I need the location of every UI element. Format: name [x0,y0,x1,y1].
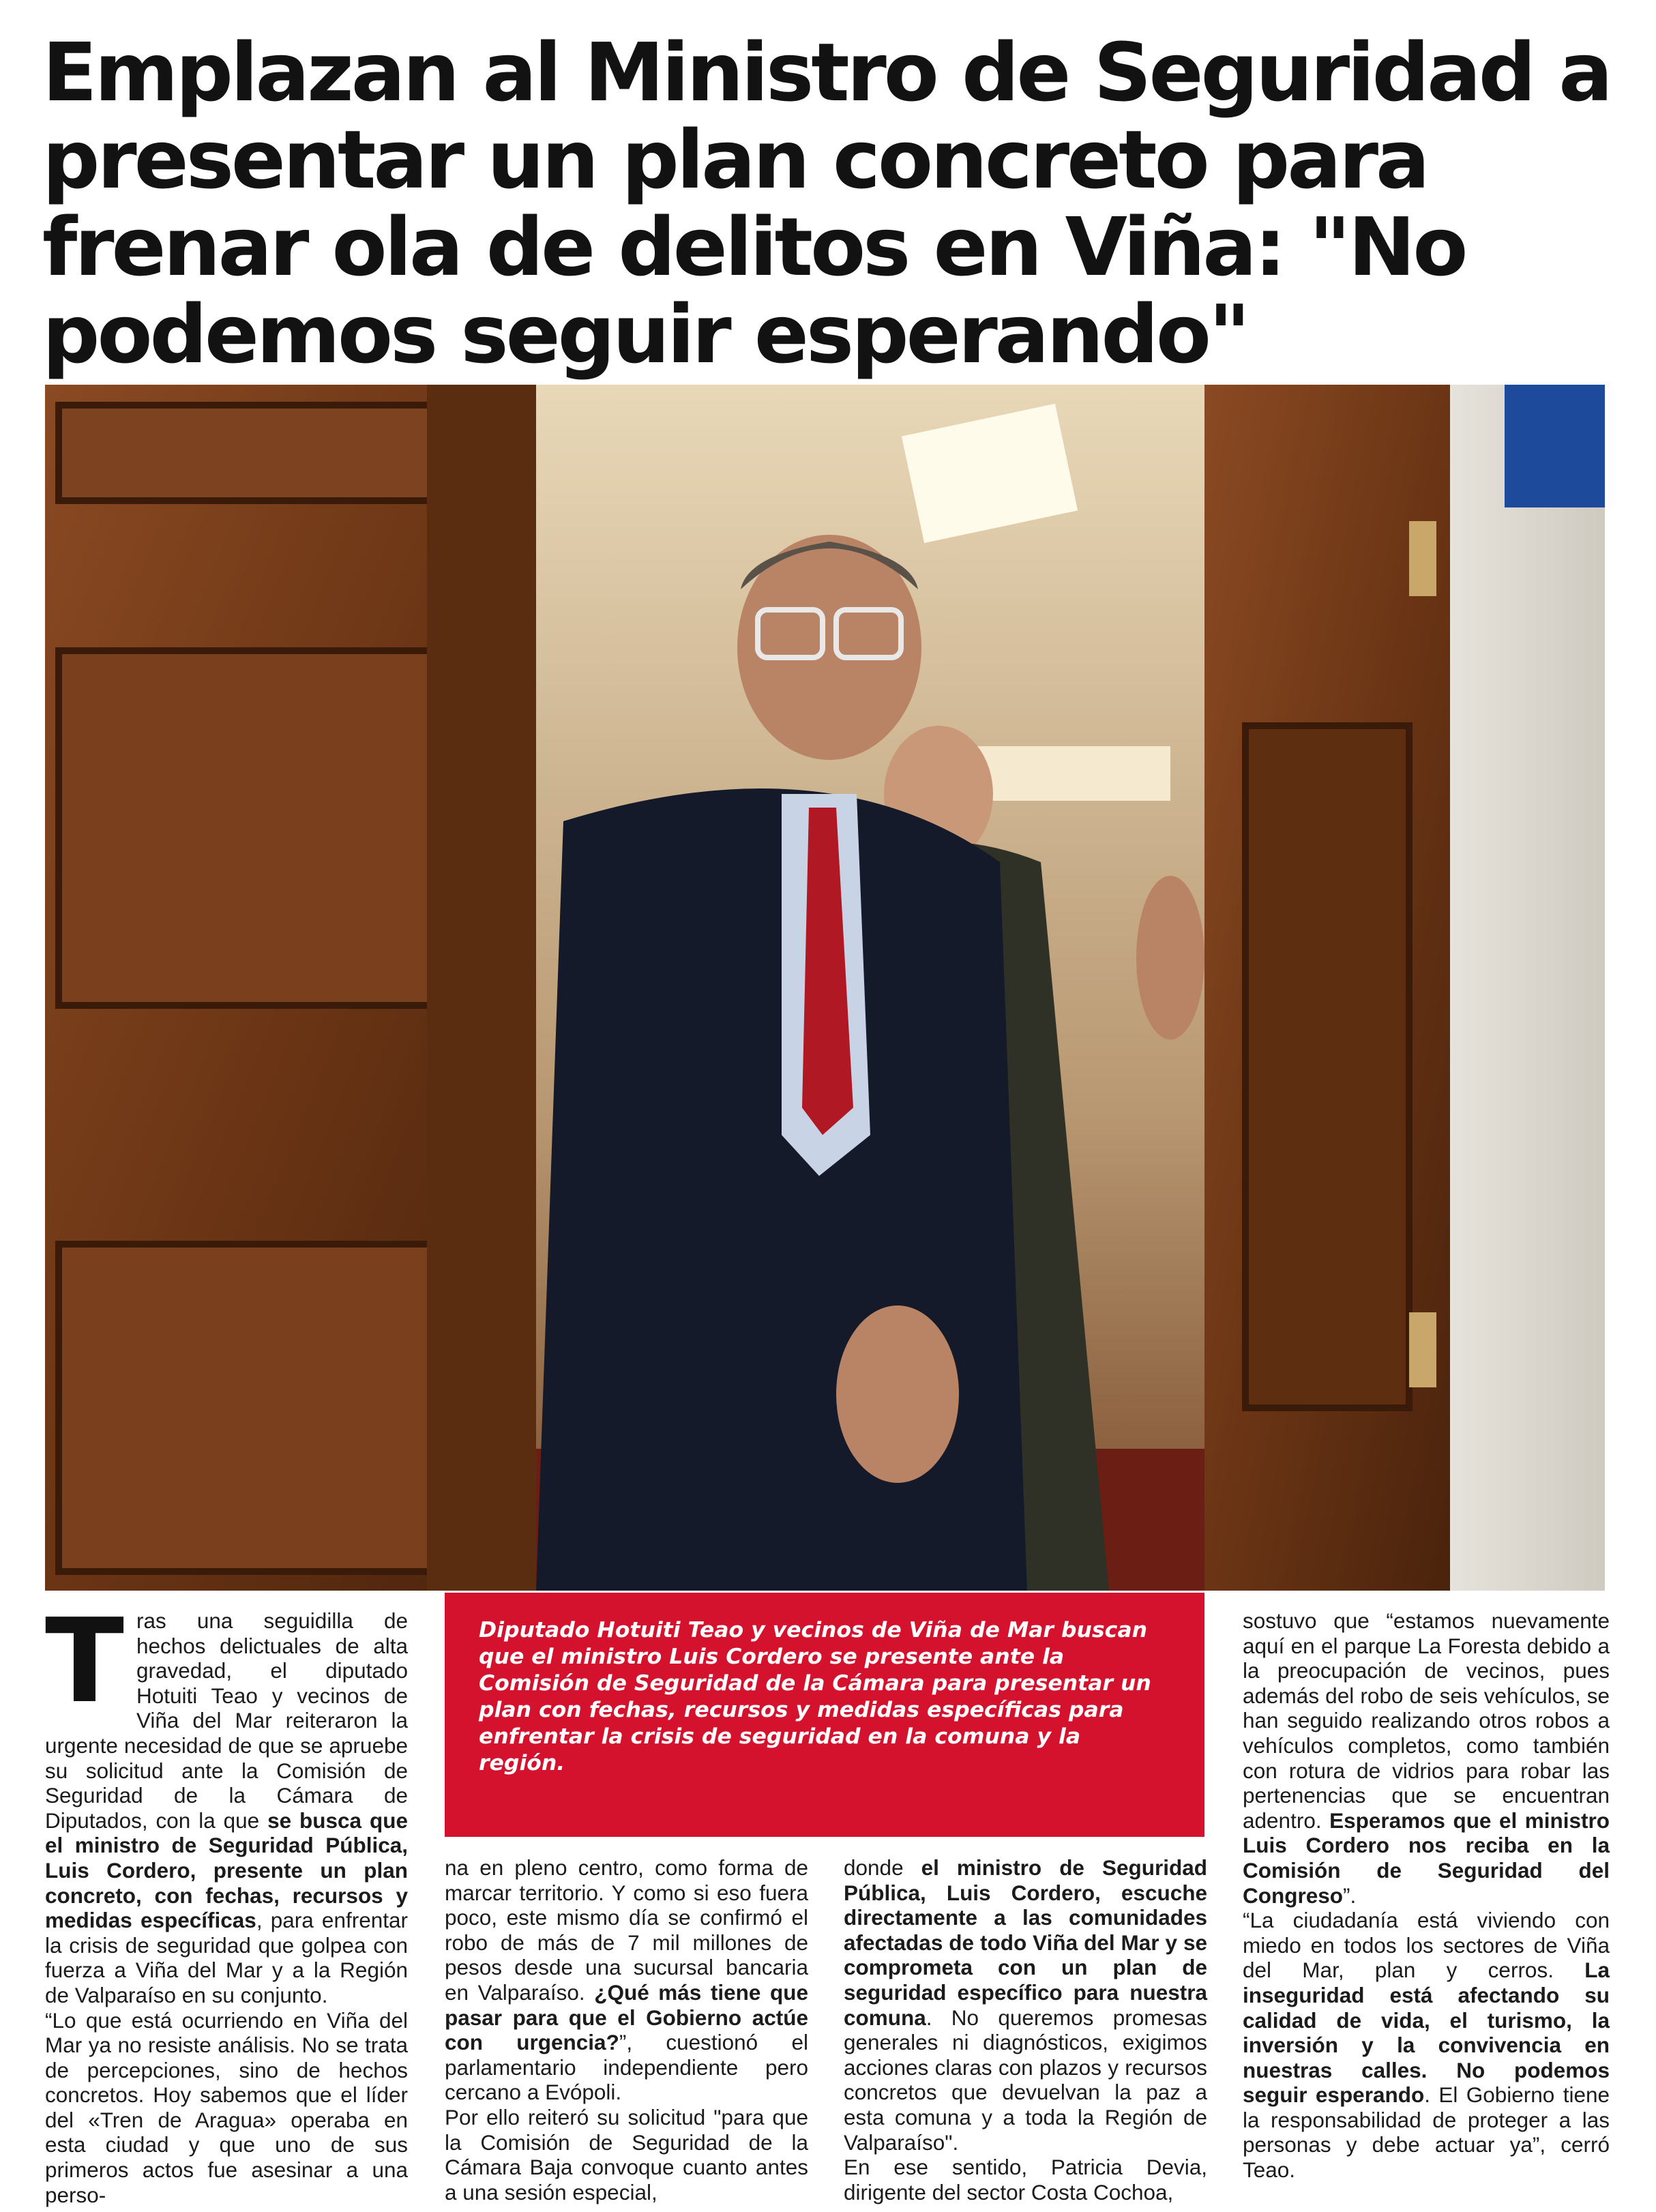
article-column-2 [445,1855,808,2204]
paragraph: Por ello reiteró su solicitud "para que la Comisión de Seguridad de la Cámara Baja convoque cuanto antes a una sesión especial, [445,2104,808,2204]
article-photo [45,385,1605,1591]
bold-text: el ministro de Seguridad Pública, Luis Cordero, escuche directamente a las comunidades afectadas de todo Viña del Mar y se comprometa con un plan de seguridad específico para nuestra comuna [844,1855,1207,2030]
red-callout-box [445,1593,1204,1837]
text-run: donde [844,1855,921,1880]
text-run: . El Gobierno tiene la responsabilidad de proteger a las personas y debe actuar ya”, cerró Teao. [1243,2082,1610,2183]
paragraph [1243,1908,1610,2183]
text-run: sostuvo que “estamos nuevamente aquí en el parque La Foresta debido a la preocupación de vecinos, pues además del robo de seis vehículos, se han seguido realizando otros robos a vehículos completos, como también con rotura de vidrios para robar las pertenencias que se encuentran adentro. [1243,1608,1610,1833]
text-run: ras una seguidilla de hechos delictuales de alta gravedad, el diputado Hotuiti Teao y vecinos de Viña del Mar reiteraron la urgente necesidad de que se apruebe su solicitud ante la Comisión de Seguridad de la Cámara de Diputados, con la que [45,1608,408,1833]
text-run: “La ciudadanía está viviendo con miedo en todos los sectores de Viña del Mar, plan y cerros. [1243,1908,1610,1983]
callout-text: Diputado Hotuiti Teao y vecinos de Viña de Mar buscan que el ministro Luis Cordero se presente ante la Comisión de Seguridad de la Cámara para presentar un plan con fechas, recursos y medidas específicas para enfrentar la crisis de seguridad en la comuna y la región. [479,1618,1151,1775]
text-run: , para enfrentar la crisis de seguridad que golpea con fuerza a Viña del Mar y a la Región de Valparaíso en su conjunto. [45,1908,408,2007]
text-run: ”, cuestionó el parlamentario independiente pero cercano a Evópoli. [445,2030,808,2105]
article-column-4 [1243,1608,1610,2183]
photo-minister-entering-door [45,385,1605,1591]
paragraph [445,1855,808,2105]
bold-text: Esperamos que el ministro Luis Cordero nos reciba en la Comisión de Seguridad del Congreso [1243,1808,1610,1908]
article-column-1 [45,1594,408,2207]
drop-cap: T [45,1594,124,1729]
paragraph: En ese sentido, Patricia Devia, dirigente del sector Costa Cochoa, [844,2155,1207,2204]
bold-text: ¿Qué más tiene que pasar para que el Gobierno actúe con urgencia? [445,1979,808,2055]
paragraph [1243,1608,1610,1908]
text-run: na en pleno centro, como forma de marcar territorio. Y como si eso fuera poco, este mismo día se confirmó el robo de más de 7 mil millones de pesos desde una sucursal bancaria en Valparaíso. [445,1855,808,2005]
text-run: . No queremos promesas generales ni diagnósticos, exigimos acciones claras con plazos y recursos concretos que devuelvan la paz a esta comuna y a toda la Región de Valparaíso". [844,2005,1207,2155]
bold-text: La inseguridad está afectando su calidad de vida, el turismo, la inversión y la convivencia en nuestras calles. No podemos seguir esperando [1243,1958,1610,2108]
paragraph: “Lo que está ocurriendo en Viña del Mar ya no resiste análisis. No se trata de percepciones, sino de hechos concretos. Hoy sabemos que el líder del «Tren de Aragua» operaba en esta ciudad y que uno de sus primeros actos fue asesinar a una perso- [45,2007,408,2207]
paragraph [45,1594,408,2008]
bold-text: se busca que el ministro de Seguridad Pública, Luis Cordero, presente un plan concreto, con fechas, recursos y medidas específicas [45,1808,408,1933]
article-column-3 [844,1855,1207,2204]
paragraph [844,1855,1207,2155]
text-run: ”. [1343,1883,1357,1908]
headline: Emplazan al Ministro de Seguridad a presentar un plan concreto para frenar ola de delitos en Viña: "No podemos seguir esperando" [42,25,1610,381]
